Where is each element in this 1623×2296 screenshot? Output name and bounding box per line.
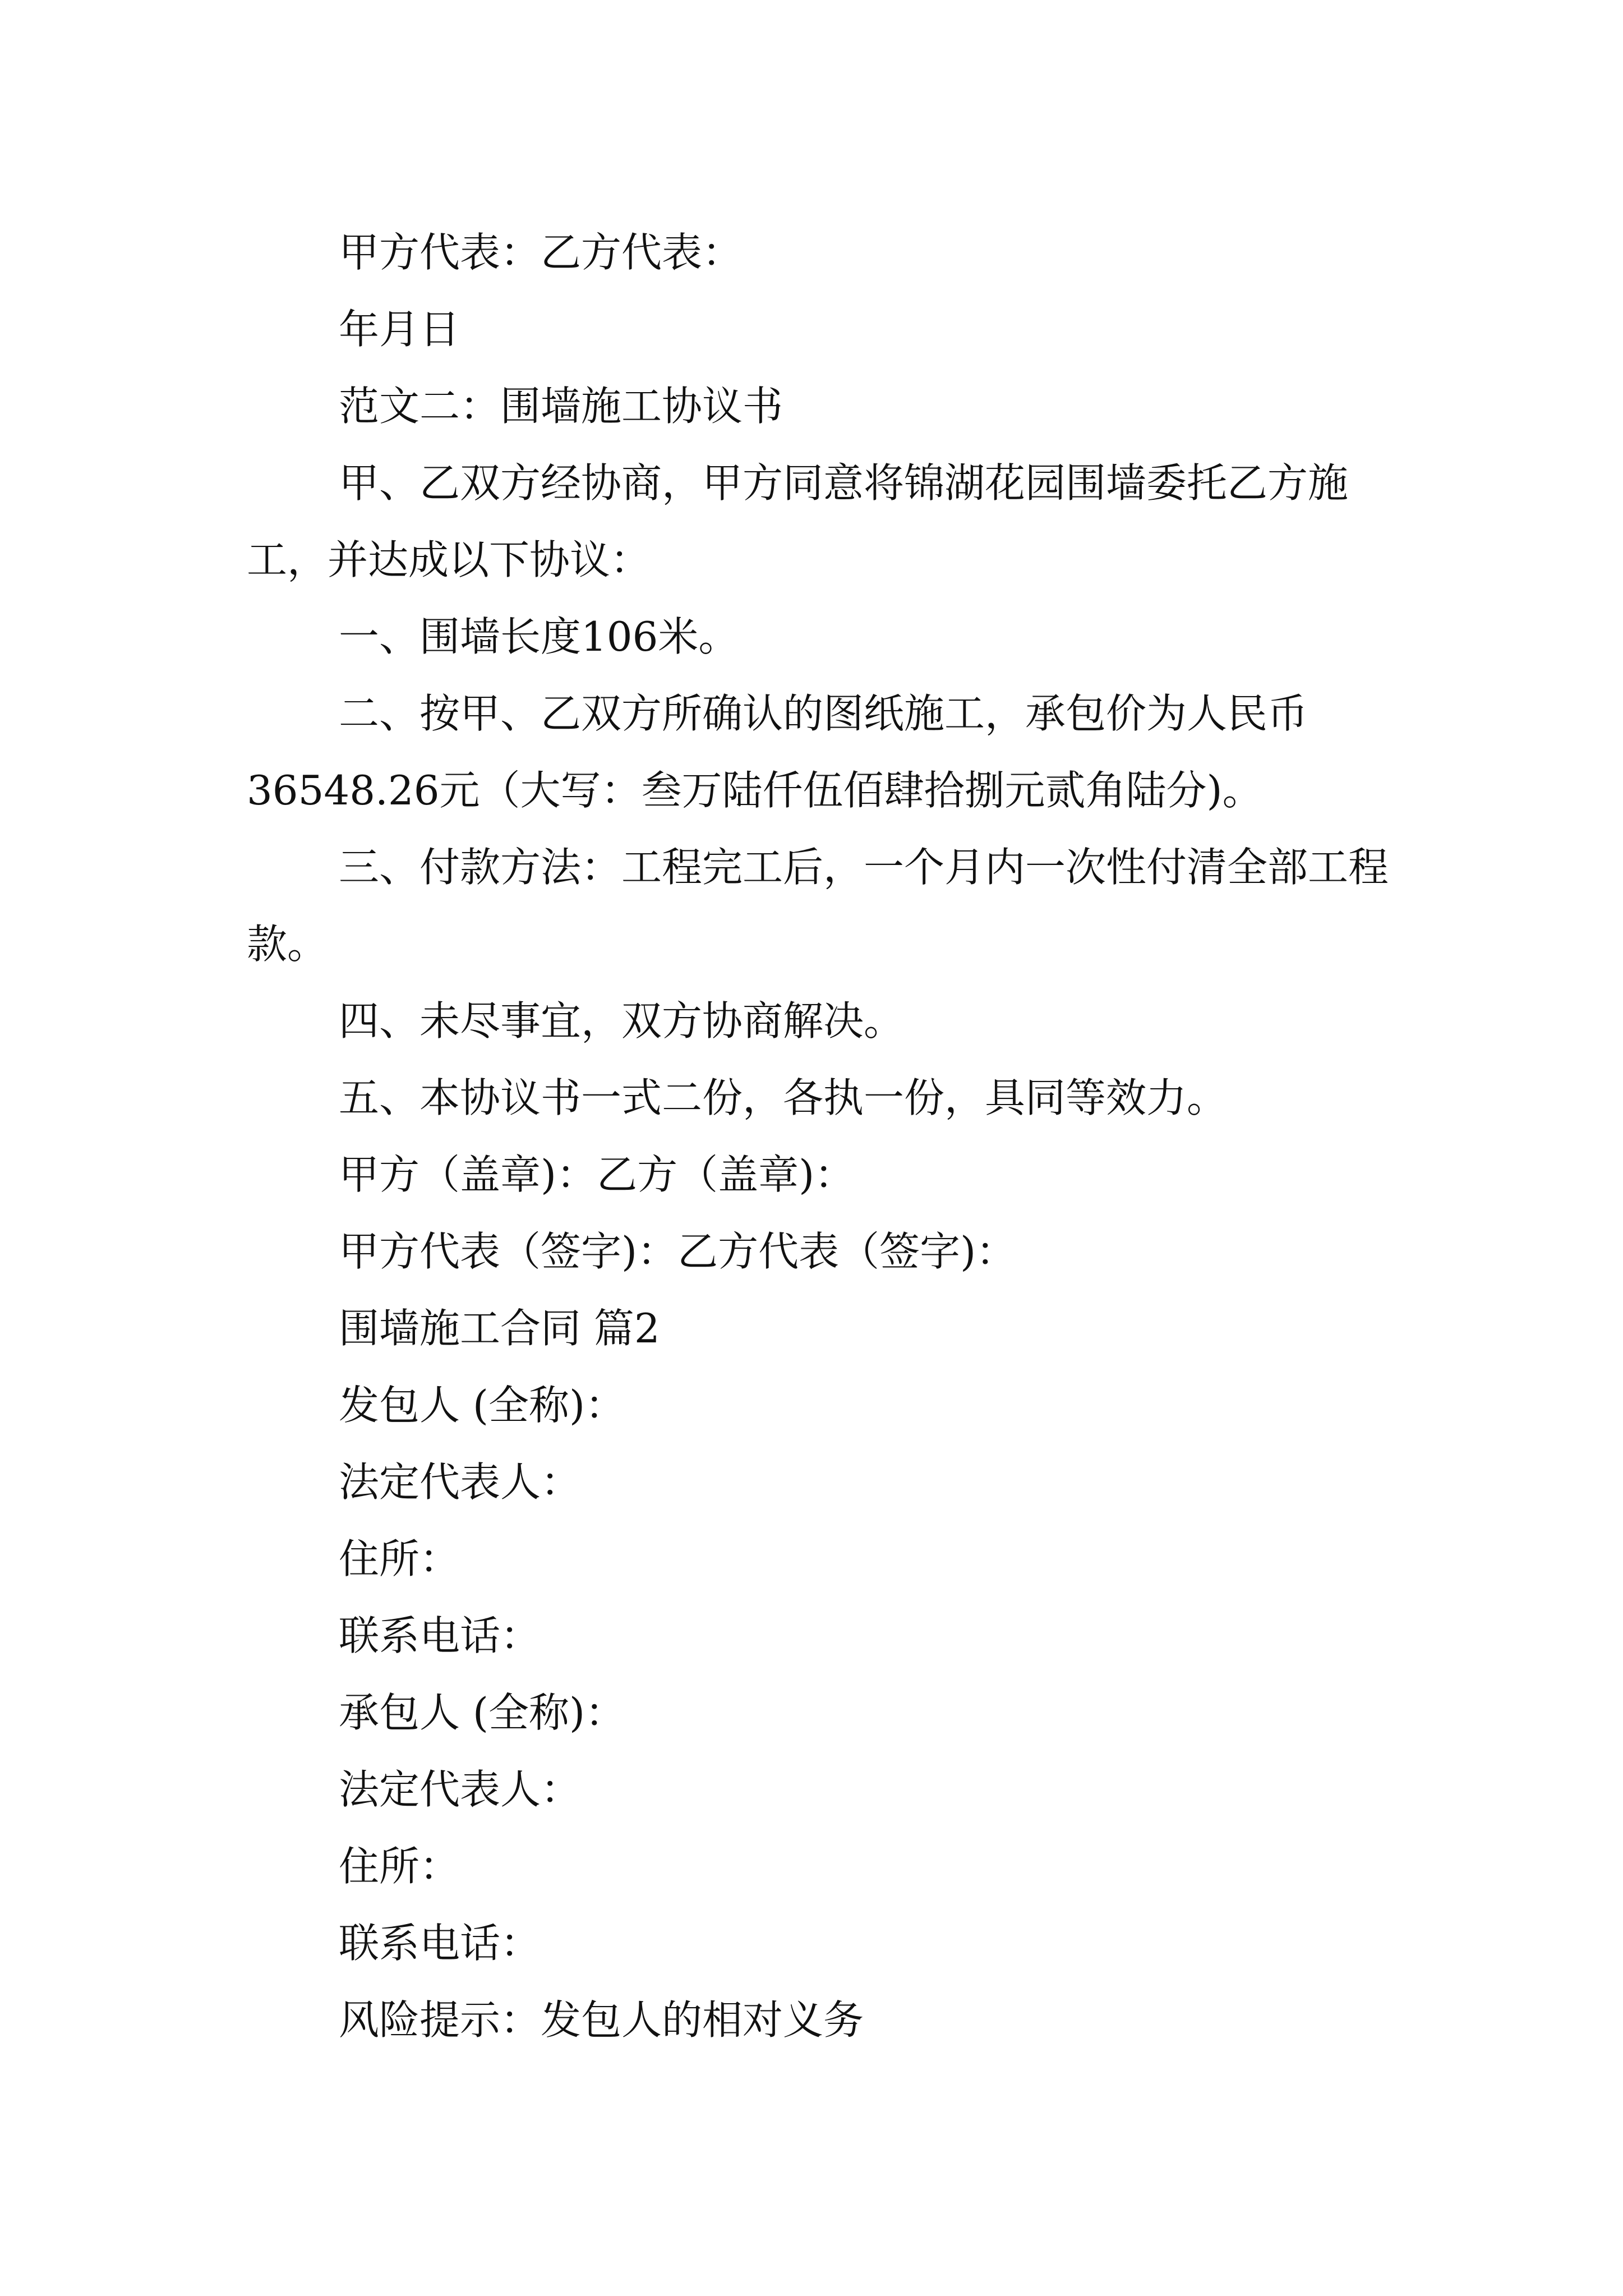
contractor-name-field: 承包人 (全称)： [339, 1689, 626, 1736]
date-line: 年月日 [339, 306, 460, 353]
signature-representatives-line: 甲方代表：乙方代表： [339, 229, 743, 276]
document-body [247, 214, 1391, 2059]
contractor-legal-representative-field: 法定代表人： [339, 1766, 582, 1813]
section-heading-sample-two: 范文二：围墙施工协议书 [339, 383, 783, 430]
contract-title-part-two: 围墙施工合同 篇2 [339, 1305, 660, 1352]
employer-address-field: 住所： [339, 1535, 460, 1582]
clause-five: 五、本协议书一式二份，各执一份，具同等效力。 [339, 1074, 1228, 1121]
signature-line: 甲方代表（签字)：乙方代表（签字)： [339, 1228, 1017, 1275]
seal-line: 甲方（盖章)：乙方（盖章)： [339, 1151, 855, 1198]
employer-name-field: 发包人 (全称)： [339, 1382, 626, 1429]
clause-four: 四、未尽事宜，双方协商解决。 [339, 997, 905, 1045]
contractor-phone-field: 联系电话： [339, 1920, 541, 1967]
employer-legal-representative-field: 法定代表人： [339, 1458, 582, 1506]
agreement-intro-paragraph: 甲、乙双方经协商，甲方同意将锦湖花园围墙委托乙方施工，并达成以下协议： [247, 459, 1349, 583]
clause-two: 二、按甲、乙双方所确认的图纸施工，承包价为人民币36548.26元（大写：叁万陆仟伍佰肆拾捌元贰角陆分)。 [247, 690, 1308, 814]
contractor-address-field: 住所： [339, 1843, 460, 1890]
risk-notice-line: 风险提示：发包人的相对义务 [339, 1996, 864, 2044]
clause-three: 三、付款方法：工程完工后，一个月内一次性付清全部工程款。 [247, 844, 1389, 968]
employer-phone-field: 联系电话： [339, 1612, 541, 1659]
clause-one: 一、围墙长度106米。 [339, 613, 739, 660]
